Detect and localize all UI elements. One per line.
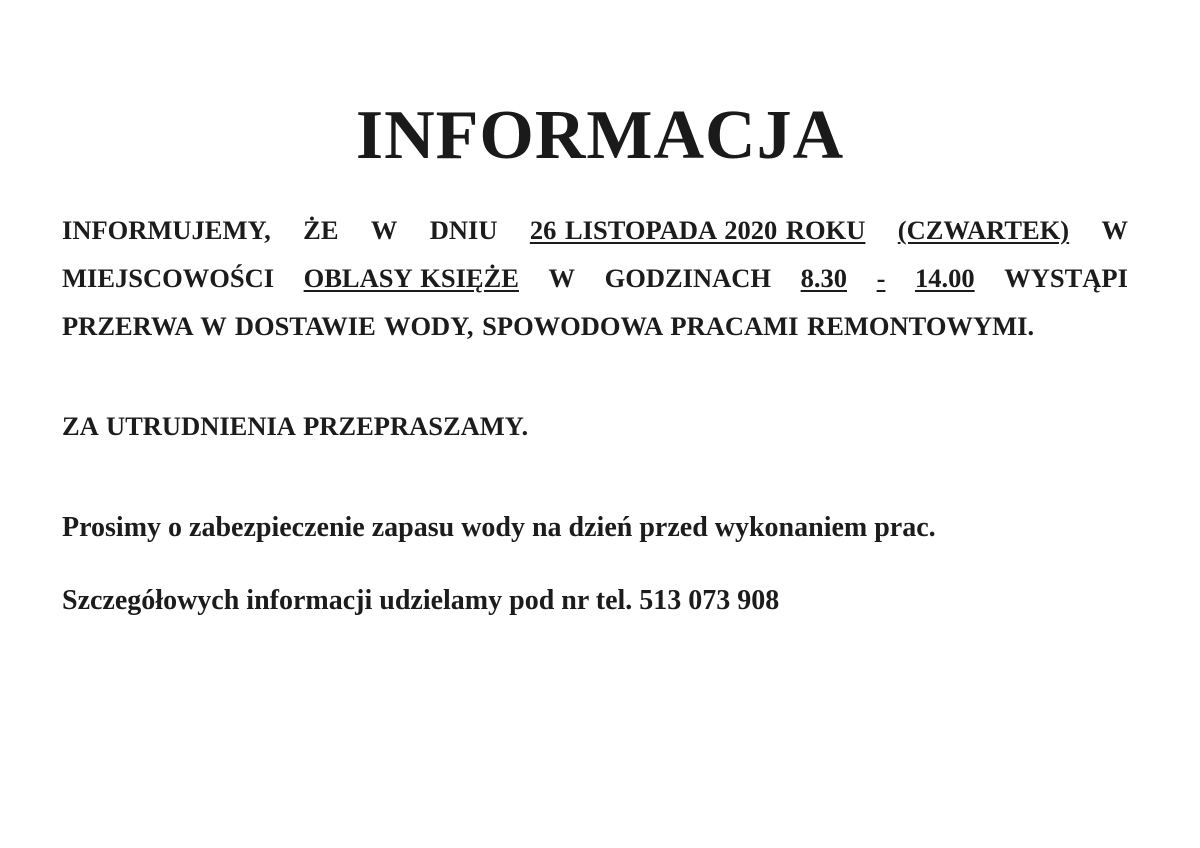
word: MIEJSCOWOŚCI [62, 263, 275, 293]
apology-text: ZA UTRUDNIENIA PRZEPRASZAMY. [62, 411, 529, 441]
notice-line-1 [62, 214, 1128, 246]
word: W [1101, 215, 1128, 245]
outage-date: 26 LISTOPADA 2020 ROKU [529, 215, 866, 245]
outage-time-dash: - [876, 263, 886, 293]
notice-line-2 [62, 262, 1128, 294]
outage-weekday: (CZWARTEK) [897, 215, 1070, 245]
outage-location: OBLASY KSIĘŻE [303, 263, 519, 293]
contact-text: Szczegółowych informacji udzielamy pod nr tel. 513 073 908 [62, 585, 780, 616]
word: GODZINACH [604, 263, 772, 293]
word: W [370, 215, 398, 245]
notice-line-3: PRZERWA W DOSTAWIE WODY, SPOWODOWA PRACAMI REMONTOWYMI. [62, 311, 1035, 341]
word: INFORMUJEMY, [62, 215, 271, 245]
outage-time-start: 8.30 [800, 263, 847, 293]
outage-time-end: 14.00 [915, 263, 975, 293]
word: W [548, 263, 576, 293]
request-text: Prosimy o zabezpieczenie zapasu wody na dzień przed wykonaniem prac. [62, 512, 936, 543]
notice-title: INFORMACJA [355, 97, 845, 174]
word: ŻE [303, 215, 339, 245]
word: DNIU [429, 215, 498, 245]
word: WYSTĄPI [1004, 263, 1128, 293]
